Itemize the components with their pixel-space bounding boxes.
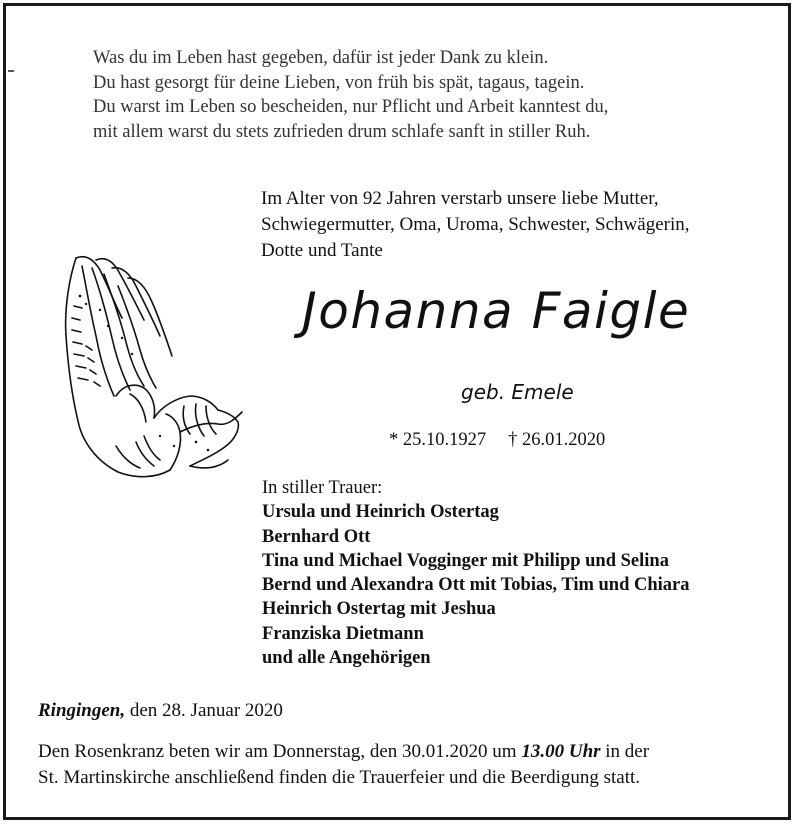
poem xyxy=(93,46,733,144)
funeral-notice xyxy=(38,739,778,790)
notice-date: den 28. Januar 2020 xyxy=(129,700,283,721)
funeral-line-2: St. Martinskirche anschließend finden die Trauerfeier und die Beerdigung statt. xyxy=(38,766,641,788)
mourner-name: Ursula und Heinrich Ostertag xyxy=(262,502,499,523)
poem-line: mit allem warst du stets zufrieden drum schlafe sanft in stiller Ruh. xyxy=(93,121,591,142)
maiden-name: geb. Emele xyxy=(461,380,574,404)
intro-line: Dotte und Tante xyxy=(261,240,383,261)
mourner-name: und alle Angehörigen xyxy=(262,648,431,669)
margin-mark xyxy=(8,70,14,72)
funeral-text: Den Rosenkranz beten wir am Donnerstag, den 30.01.2020 um xyxy=(38,741,517,762)
mourner-name: Bernhard Ott xyxy=(262,526,371,547)
birth-date: * 25.10.1927 xyxy=(389,430,487,450)
mourners-list xyxy=(262,476,792,670)
intro-line: Schwiegermutter, Oma, Uroma, Schwester, Schwägerin, xyxy=(261,214,690,235)
announcement-intro xyxy=(261,186,791,264)
funeral-line-1 xyxy=(38,739,778,765)
poem-line: Du warst im Leben so bescheiden, nur Pflicht und Arbeit kanntest du, xyxy=(93,97,609,117)
place-and-date xyxy=(38,700,283,722)
poem-line: Was du im Leben hast gegeben, dafür ist jeder Dank zu klein. xyxy=(93,48,549,68)
mourner-name: Bernd und Alexandra Ott mit Tobias, Tim und Chiara xyxy=(262,575,690,596)
place-name: Ringingen, xyxy=(38,700,126,721)
funeral-text: in der xyxy=(605,741,650,762)
poem-line: Du hast gesorgt für deine Lieben, von früh bis spät, tagaus, tagein. xyxy=(93,72,585,93)
life-dates xyxy=(389,430,605,451)
obituary-card xyxy=(3,3,791,820)
intro-line: Im Alter von 92 Jahren verstarb unsere liebe Mutter, xyxy=(261,188,659,209)
death-date: † 26.01.2020 xyxy=(508,430,606,450)
funeral-time: 13.00 Uhr xyxy=(521,741,601,762)
mourner-name: Heinrich Ostertag mit Jeshua xyxy=(262,599,496,620)
mourner-name: Tina und Michael Vogginger mit Philipp und Selina xyxy=(262,550,669,571)
praying-hands-icon xyxy=(56,246,246,481)
mourners-heading: In stiller Trauer: xyxy=(262,478,383,498)
deceased-name: Johanna Faigle xyxy=(302,282,691,340)
mourner-name: Franziska Dietmann xyxy=(262,623,424,644)
